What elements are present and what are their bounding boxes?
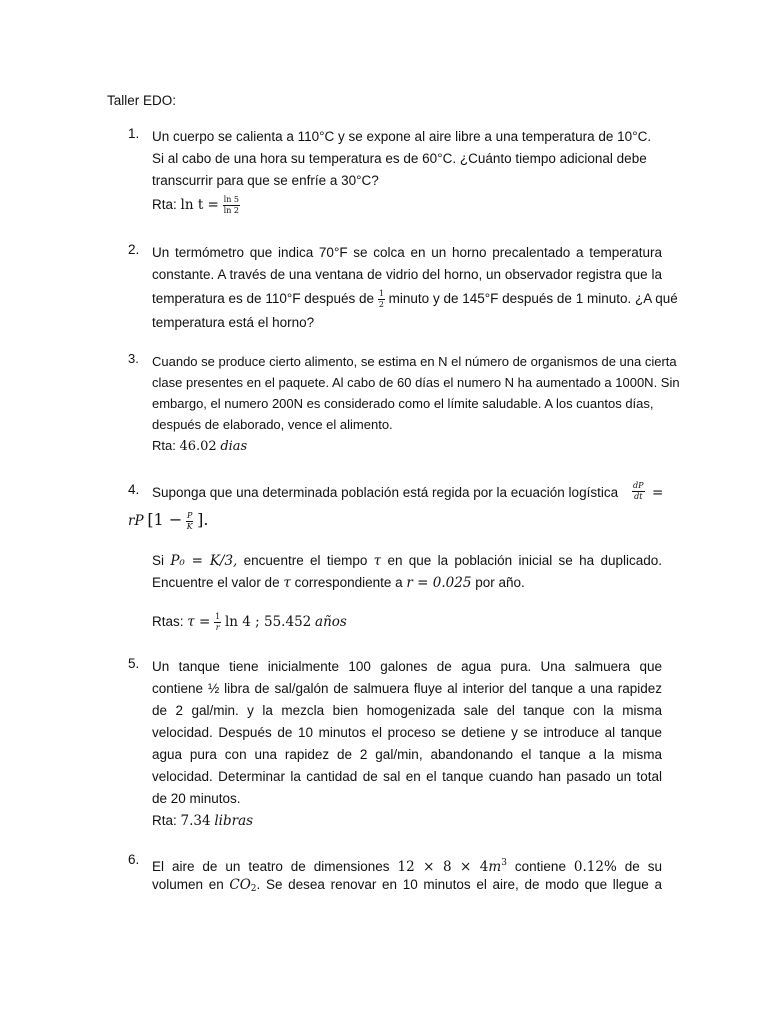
problem-text-line	[152, 480, 662, 506]
problem-text-line: contiene ½ libra de sal/galón de salmuera fluye al interior del tanque a una rapidez	[152, 681, 662, 696]
text-segment: . Se desea renovar en 10 minutos el aire, de modo que llegue a	[256, 877, 662, 892]
fraction-denominator: r	[215, 622, 220, 632]
problem-text-line	[152, 874, 662, 896]
math-segment: [1 −	[147, 510, 183, 529]
math-segment: 12 × 8 × 4	[397, 859, 489, 874]
answer-unit: años	[315, 614, 347, 630]
math-segment: ].	[197, 510, 209, 529]
problem-text-line: Un tanque tiene inicialmente 100 galones de agua pura. Una salmuera que	[152, 659, 662, 674]
problem-text-line: transcurrir para que se enfríe a 30°C?	[152, 173, 379, 188]
text-segment: por año.	[475, 575, 525, 590]
answer-lhs: ln t =	[180, 197, 219, 213]
problem-text-line	[152, 852, 662, 874]
text-segment: en que la población inicial se ha duplicado.	[387, 553, 662, 568]
fraction-denominator: 2	[378, 299, 384, 309]
answer-line	[152, 435, 662, 457]
equation-line	[128, 506, 662, 534]
problem-text-line: temperatura está el horno?	[152, 315, 315, 330]
problem-number: 2.	[128, 242, 140, 257]
problem-text-line: Cuando se produce cierto alimento, se estima en N el número de organismos de una cierta	[152, 354, 677, 369]
math-segment: τ	[283, 575, 291, 591]
exponent: 3	[501, 858, 507, 868]
math-segment: P₀ = K/3,	[170, 553, 238, 569]
answer-unit: libras	[214, 813, 254, 829]
text-segment: correspondiente a	[294, 575, 403, 590]
answer-line	[152, 608, 662, 636]
pk-fraction	[186, 512, 193, 531]
problem-text-line	[152, 550, 662, 572]
math-segment: CO	[229, 877, 251, 893]
problem-text-line: constante. A través de una ventana de vidrio del horno, un observador registra que la	[152, 267, 662, 282]
text-segment: Encuentre el valor de	[152, 575, 280, 590]
problem-text-line: Si al cabo de una hora su temperatura es de 60°C. ¿Cuánto tiempo adicional debe	[152, 151, 647, 166]
problem-number: 5.	[128, 656, 140, 671]
problem-text-line: embargo, el numero 200N es considerado como el límite saludable. A los cuantos días,	[152, 396, 654, 411]
math-segment: 0.12%	[573, 859, 617, 874]
math-segment: r = 0.025	[406, 575, 472, 591]
answer-line	[152, 810, 662, 832]
answer-fraction	[223, 196, 240, 215]
derivative-fraction	[632, 482, 645, 501]
text-segment: Si	[152, 553, 165, 568]
answer-value: 46.02	[179, 439, 217, 454]
text-segment: minuto y de 145°F después de 1 minuto. ¿A qué	[388, 291, 678, 306]
problem-text-line: Un cuerpo se calienta a 110°C y se expone al aire libre a una temperatura de 10°C.	[152, 129, 652, 144]
text-segment: encuentre el tiempo	[243, 553, 368, 568]
math-segment: τ	[373, 553, 382, 569]
fraction-denominator: ln 2	[223, 205, 239, 215]
fraction-numerator: dP	[633, 481, 644, 490]
text-segment: volumen en	[152, 877, 224, 892]
answer-label: Rta:	[152, 197, 177, 212]
answer-value: 7.34	[180, 813, 211, 829]
problem-text-line: de 20 minutos.	[152, 791, 241, 806]
answer-label: Rta:	[152, 438, 176, 453]
problem-text-line: velocidad. Después de 10 minutos el proceso se detiene y se introduce al tanque	[152, 725, 662, 740]
answer-value: ln 4 ; 55.452	[224, 614, 312, 630]
answer-line	[152, 192, 662, 218]
fraction-denominator: K	[186, 521, 193, 531]
answer-label: Rta:	[152, 813, 177, 828]
math-segment: rP	[128, 513, 144, 529]
text-segment: temperatura es de 110°F después de	[152, 291, 375, 306]
fraction-numerator: 1	[378, 288, 384, 298]
subscript: 2	[250, 884, 257, 894]
text-segment: Suponga que una determinada población está regida por la ecuación logística	[152, 485, 619, 500]
problem-text-line: agua pura con una rapidez de 2 gal/min, abandonando el tanque a la misma	[152, 747, 662, 762]
one-over-r-fraction	[214, 613, 221, 632]
text-segment: de su	[624, 859, 662, 874]
problem-text-line	[152, 286, 678, 312]
problem-text-line: después de elaborado, vence el alimento.	[152, 417, 393, 432]
problem-text-line: clase presentes en el paquete. Al cabo de 60 días el numero N ha aumentado a 1000N. Sin	[152, 375, 680, 390]
fraction-denominator: dt	[634, 492, 643, 501]
problem-text-line	[152, 572, 662, 594]
math-segment: m	[488, 859, 502, 874]
page-title: Taller EDO:	[107, 93, 177, 108]
problem-text-line: velocidad. Determinar la cantidad de sal en el tanque cuando han pasado un total	[152, 769, 662, 784]
problem-text-line: Un termómetro que indica 70°F se colca en un horno precalentado a temperatura	[152, 245, 662, 260]
fraction-numerator: P	[187, 510, 193, 520]
math-segment: τ =	[187, 614, 211, 630]
equals-sign: =	[652, 485, 664, 501]
text-segment: El aire de un teatro de dimensiones	[152, 859, 390, 874]
answer-label: Rtas:	[152, 614, 184, 629]
problem-number: 1.	[128, 126, 140, 141]
answer-unit: dias	[220, 439, 248, 454]
problem-number: 3.	[128, 351, 139, 366]
fraction-numerator: ln 5	[223, 194, 239, 204]
half-fraction	[378, 290, 385, 309]
problem-number: 6.	[128, 852, 140, 867]
problem-text-line: de 2 gal/min. y la mezcla bien homogenizada sale del tanque con la misma	[152, 703, 662, 718]
text-segment: contiene	[514, 859, 566, 874]
fraction-numerator: 1	[215, 611, 221, 621]
problem-number: 4.	[128, 482, 140, 497]
